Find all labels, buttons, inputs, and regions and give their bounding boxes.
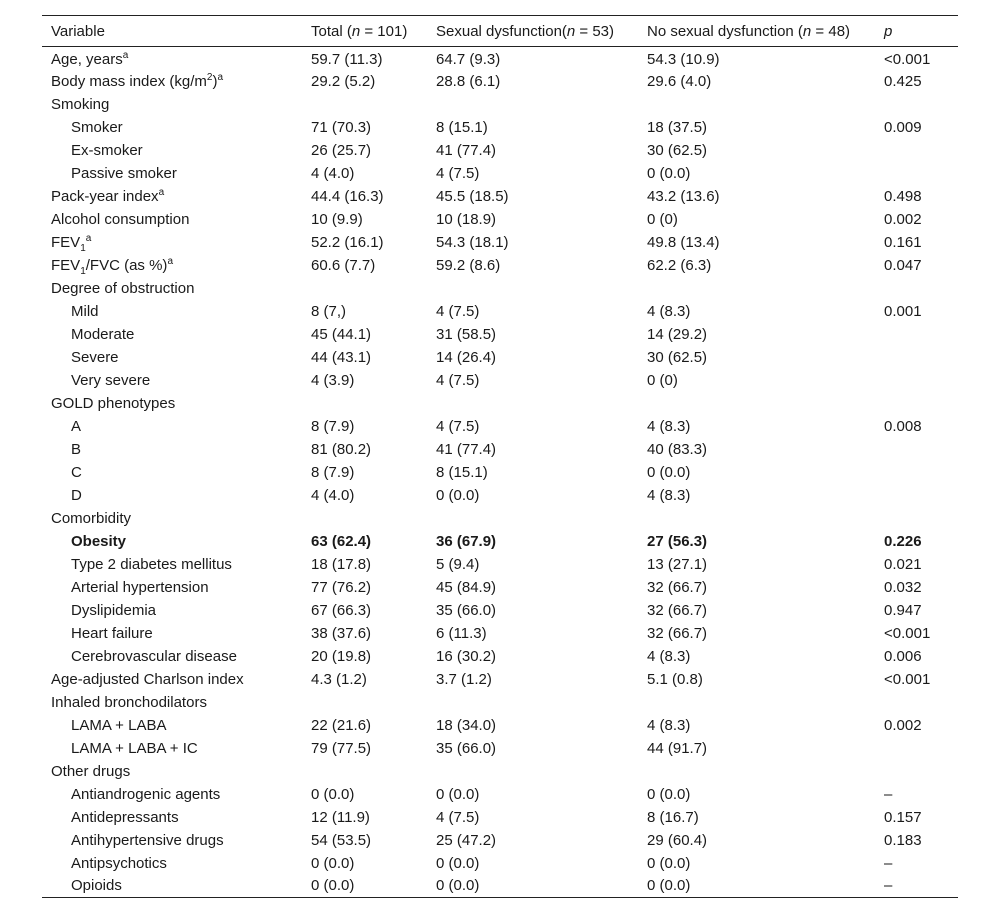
cell-sexual-dysfunction: 6 (11.3): [436, 624, 487, 642]
cell-p-value: 0.183: [884, 831, 922, 849]
cell-total: 60.6 (7.7): [311, 256, 376, 274]
row-label: Dyslipidemia: [71, 601, 157, 619]
row-label: Age-adjusted Charlson index: [51, 670, 244, 688]
row-label: Alcohol consumption: [51, 210, 190, 228]
section-label: Other drugs: [51, 762, 131, 780]
cell-sexual-dysfunction: 45.5 (18.5): [436, 187, 509, 205]
cell-no-sexual-dysfunction: 40 (83.3): [647, 440, 708, 458]
header-variable: Variable: [42, 16, 302, 47]
row-label: C: [71, 463, 82, 481]
row-label: Severe: [71, 348, 119, 366]
section-label: Comorbidity: [51, 509, 132, 527]
table-row: [42, 783, 958, 806]
cell-p-value: [875, 438, 958, 461]
cell-total: 8 (7.9): [311, 417, 355, 435]
table-row: [42, 714, 958, 737]
cell-sexual-dysfunction: 14 (26.4): [436, 348, 497, 366]
cell-no-sexual-dysfunction: 30 (62.5): [647, 141, 708, 159]
cell-total: 26 (25.7): [311, 141, 372, 159]
table-row: [42, 622, 958, 645]
cell-total: 44.4 (16.3): [311, 187, 384, 205]
table-row: [42, 346, 958, 369]
row-label: B: [71, 440, 82, 458]
table-row: [42, 829, 958, 852]
section-row: [42, 691, 958, 714]
cell-total: 59.7 (11.3): [311, 50, 383, 68]
table-row: [42, 139, 958, 162]
row-label: Passive smoker: [71, 164, 177, 182]
table-row: [42, 645, 958, 668]
cell-p-value: 0.425: [884, 72, 922, 90]
cell-sexual-dysfunction: 59.2 (8.6): [436, 256, 501, 274]
cell-p-value: 0.009: [884, 118, 922, 136]
cell-p-value: 0.047: [884, 256, 922, 274]
cell-no-sexual-dysfunction: 44 (91.7): [647, 739, 708, 757]
section-label: Degree of obstruction: [51, 279, 195, 297]
header-total: Total (n = 101): [302, 16, 427, 47]
cell-no-sexual-dysfunction: 4 (8.3): [647, 647, 691, 665]
table-row: [42, 300, 958, 323]
cell-sexual-dysfunction: 18 (34.0): [436, 716, 497, 734]
row-label: Type 2 diabetes mellitus: [71, 555, 232, 573]
cell-no-sexual-dysfunction: 0 (0): [647, 371, 678, 389]
cell-sexual-dysfunction: 45 (84.9): [436, 578, 497, 596]
cell-sexual-dysfunction: 4 (7.5): [436, 164, 480, 182]
cell-total: 71 (70.3): [311, 118, 372, 136]
table-row: [42, 461, 958, 484]
cell-p-value: <0.001: [884, 50, 931, 68]
cell-no-sexual-dysfunction: 27 (56.3): [647, 532, 708, 550]
cell-p-value: <0.001: [884, 624, 931, 642]
cell-no-sexual-dysfunction: 0 (0.0): [647, 463, 691, 481]
cell-sexual-dysfunction: 0 (0.0): [427, 875, 638, 898]
cell-p-value: 0.947: [884, 601, 922, 619]
cell-p-value: 0.161: [884, 233, 922, 251]
cell-no-sexual-dysfunction: 4 (8.3): [647, 716, 691, 734]
cell-total: 54 (53.5): [311, 831, 372, 849]
row-label: Cerebrovascular disease: [71, 647, 237, 665]
cell-sexual-dysfunction: 4 (7.5): [436, 808, 480, 826]
cell-sexual-dysfunction: 41 (77.4): [436, 440, 497, 458]
table-row: [42, 668, 958, 691]
cell-total: 18 (17.8): [311, 555, 372, 573]
row-label: Heart failure: [71, 624, 153, 642]
cell-p-value: 0.002: [884, 716, 922, 734]
table-row: [42, 162, 958, 185]
table-row: [42, 438, 958, 461]
cell-p-value: 0.498: [884, 187, 922, 205]
section-row: [42, 507, 958, 530]
cell-sexual-dysfunction: 10 (18.9): [436, 210, 497, 228]
cell-no-sexual-dysfunction: 62.2 (6.3): [647, 256, 712, 274]
table-row: [42, 70, 958, 93]
cell-p-value: –: [884, 854, 893, 872]
cell-total: 4 (4.0): [311, 486, 355, 504]
section-label: Smoking: [51, 95, 110, 113]
cell-no-sexual-dysfunction: 29.6 (4.0): [647, 72, 712, 90]
cell-sexual-dysfunction: 3.7 (1.2): [436, 670, 492, 688]
cell-no-sexual-dysfunction: 4 (8.3): [647, 302, 691, 320]
cell-total: 29.2 (5.2): [311, 72, 376, 90]
cell-no-sexual-dysfunction: 14 (29.2): [647, 325, 708, 343]
cell-total: 4 (4.0): [311, 164, 355, 182]
row-label: Pack-year index$^a$: [51, 186, 165, 205]
table-row: [42, 254, 958, 277]
cell-total: 63 (62.4): [311, 532, 372, 550]
table-row: [42, 852, 958, 875]
cell-total: 4 (3.9): [311, 371, 355, 389]
table-row: [42, 208, 958, 231]
row-label: Antiandrogenic agents: [71, 785, 221, 803]
cell-sexual-dysfunction: 31 (58.5): [436, 325, 497, 343]
row-label: Age, years$^a$: [51, 49, 129, 68]
cell-total: 0 (0.0): [311, 785, 355, 803]
cell-no-sexual-dysfunction: 0 (0.0): [647, 854, 691, 872]
section-row: [42, 277, 958, 300]
cell-p-value: [875, 162, 958, 185]
cell-sexual-dysfunction: 4 (7.5): [436, 417, 480, 435]
cell-p-value: 0.008: [884, 417, 922, 435]
row-label: Opioids: [42, 875, 302, 898]
table-row: [42, 875, 958, 898]
cell-no-sexual-dysfunction: 32 (66.7): [647, 601, 708, 619]
cell-p-value: 0.006: [884, 647, 922, 665]
table-row: [42, 116, 958, 139]
row-label: D: [71, 486, 82, 504]
cell-total: 45 (44.1): [311, 325, 372, 343]
cell-sexual-dysfunction: 4 (7.5): [436, 371, 480, 389]
cell-no-sexual-dysfunction: 32 (66.7): [647, 624, 708, 642]
section-row: [42, 93, 958, 116]
cell-p-value: [875, 461, 958, 484]
cell-p-value: 0.001: [884, 302, 922, 320]
cell-no-sexual-dysfunction: 49.8 (13.4): [647, 233, 720, 251]
cell-sexual-dysfunction: 16 (30.2): [436, 647, 497, 665]
table-header: [42, 16, 958, 47]
cell-sexual-dysfunction: 0 (0.0): [436, 486, 480, 504]
cell-sexual-dysfunction: 5 (9.4): [436, 555, 480, 573]
cell-sexual-dysfunction: 8 (15.1): [436, 118, 488, 136]
cell-sexual-dysfunction: 0 (0.0): [436, 854, 480, 872]
cell-no-sexual-dysfunction: 18 (37.5): [647, 118, 708, 136]
cell-p-value: 0.032: [884, 578, 922, 596]
table-container: [42, 15, 958, 898]
section-row: [42, 392, 958, 415]
table-row: [42, 415, 958, 438]
row-label: Arterial hypertension: [71, 578, 209, 596]
cell-no-sexual-dysfunction: 4 (8.3): [647, 417, 691, 435]
row-label: Smoker: [71, 118, 123, 136]
header-p-value: p: [875, 16, 958, 47]
row-label: Antidepressants: [71, 808, 179, 826]
cell-no-sexual-dysfunction: 4 (8.3): [647, 486, 691, 504]
cell-p-value: <0.001: [884, 670, 931, 688]
row-label: Very severe: [71, 371, 151, 389]
cell-p-value: 0.157: [884, 808, 922, 826]
cell-sexual-dysfunction: 64.7 (9.3): [436, 50, 501, 68]
cell-total: 10 (9.9): [311, 210, 363, 228]
cell-no-sexual-dysfunction: 30 (62.5): [647, 348, 708, 366]
row-label: Moderate: [71, 325, 135, 343]
cell-p-value: [875, 323, 958, 346]
table-row: [42, 576, 958, 599]
data-table: [42, 15, 958, 898]
cell-p-value: [875, 737, 958, 760]
table-row: [42, 323, 958, 346]
cell-total: 22 (21.6): [311, 716, 372, 734]
cell-no-sexual-dysfunction: 0 (0.0): [647, 785, 691, 803]
table-row: [42, 737, 958, 760]
cell-sexual-dysfunction: 35 (66.0): [436, 739, 497, 757]
table-row: [42, 47, 958, 70]
row-label: Body mass index $(kg/m^2)^a$: [51, 71, 224, 90]
cell-p-value: 0.002: [884, 210, 922, 228]
cell-total: 20 (19.8): [311, 647, 372, 665]
cell-no-sexual-dysfunction: 54.3 (10.9): [647, 50, 720, 68]
cell-p-value: 0.021: [884, 555, 922, 573]
table-row: [42, 806, 958, 829]
cell-no-sexual-dysfunction: 43.2 (13.6): [647, 187, 720, 205]
cell-p-value: –: [875, 875, 958, 898]
row-label: $FEV_1$/FVC (as %)$^a$: [51, 255, 173, 277]
cell-no-sexual-dysfunction: 13 (27.1): [647, 555, 708, 573]
cell-p-value: 0.226: [884, 532, 922, 550]
cell-total: 8 (7.9): [311, 463, 355, 481]
section-label: GOLD phenotypes: [51, 394, 176, 412]
cell-sexual-dysfunction: 8 (15.1): [436, 463, 488, 481]
row-label: Antipsychotics: [71, 854, 167, 872]
section-label: Inhaled bronchodilators: [51, 693, 207, 711]
cell-sexual-dysfunction: 4 (7.5): [436, 302, 480, 320]
cell-sexual-dysfunction: 25 (47.2): [436, 831, 497, 849]
row-label: $FEV_1^a$: [51, 232, 92, 254]
cell-no-sexual-dysfunction: 32 (66.7): [647, 578, 708, 596]
header-sexual-dysfunction: Sexual dysfunction(n = 53): [427, 16, 638, 47]
table-row: [42, 484, 958, 507]
cell-sexual-dysfunction: 28.8 (6.1): [436, 72, 501, 90]
cell-total: 44 (43.1): [311, 348, 372, 366]
table-row: [42, 369, 958, 392]
table-row: [42, 599, 958, 622]
cell-no-sexual-dysfunction: 0 (0.0): [647, 164, 691, 182]
cell-sexual-dysfunction: 41 (77.4): [436, 141, 497, 159]
table-row: [42, 553, 958, 576]
cell-total: 8 (7,): [311, 302, 347, 320]
table-body: [42, 47, 958, 898]
cell-p-value: –: [884, 785, 893, 803]
section-row: [42, 760, 958, 783]
cell-sexual-dysfunction: 36 (67.9): [436, 532, 497, 550]
row-label: Obesity: [71, 532, 127, 550]
cell-sexual-dysfunction: 54.3 (18.1): [436, 233, 509, 251]
cell-total: 79 (77.5): [311, 739, 372, 757]
row-label: LAMA + LABA + IC: [71, 739, 198, 757]
header-row: [42, 16, 958, 47]
row-label: A: [71, 417, 82, 435]
table-row: [42, 231, 958, 254]
cell-total: 0 (0.0): [302, 875, 427, 898]
cell-total: 81 (80.2): [311, 440, 372, 458]
cell-sexual-dysfunction: 35 (66.0): [436, 601, 497, 619]
row-label: Mild: [71, 302, 99, 320]
cell-sexual-dysfunction: 0 (0.0): [436, 785, 480, 803]
cell-p-value: [875, 484, 958, 507]
cell-p-value: [875, 346, 958, 369]
cell-no-sexual-dysfunction: 8 (16.7): [647, 808, 699, 826]
header-no-sexual-dysfunction: No sexual dysfunction (n = 48): [638, 16, 875, 47]
cell-total: 38 (37.6): [311, 624, 372, 642]
row-label: Antihypertensive drugs: [71, 831, 224, 849]
table-row: [42, 530, 958, 553]
table-row: [42, 185, 958, 208]
cell-p-value: [875, 369, 958, 392]
cell-no-sexual-dysfunction: 29 (60.4): [647, 831, 708, 849]
cell-p-value: [875, 139, 958, 162]
cell-total: 0 (0.0): [311, 854, 355, 872]
cell-total: 52.2 (16.1): [311, 233, 384, 251]
cell-no-sexual-dysfunction: 0 (0.0): [638, 875, 875, 898]
cell-total: 4.3 (1.2): [311, 670, 367, 688]
cell-no-sexual-dysfunction: 0 (0): [647, 210, 678, 228]
cell-total: 77 (76.2): [311, 578, 372, 596]
cell-total: 67 (66.3): [311, 601, 372, 619]
cell-no-sexual-dysfunction: 5.1 (0.8): [647, 670, 703, 688]
row-label: Ex-smoker: [71, 141, 143, 159]
cell-total: 12 (11.9): [311, 808, 370, 826]
row-label: LAMA + LABA: [71, 716, 167, 734]
